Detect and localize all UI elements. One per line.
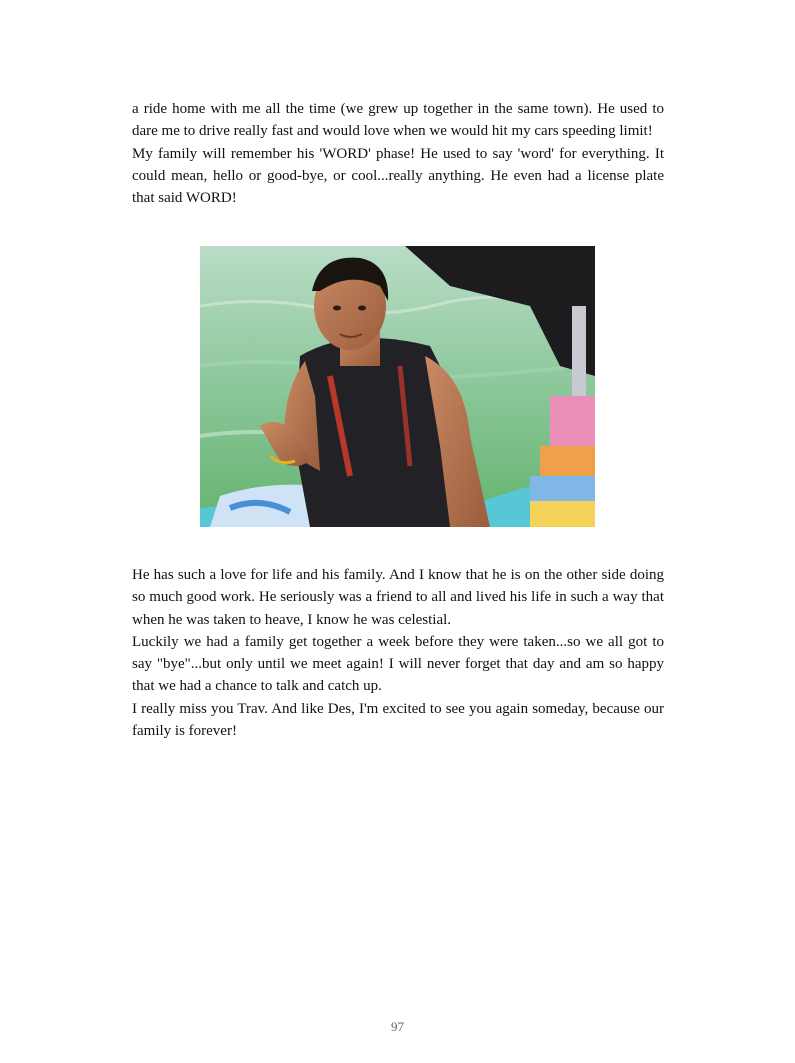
page-number: 97 bbox=[391, 1019, 404, 1034]
photo-illustration bbox=[200, 246, 595, 527]
text-block-bottom bbox=[132, 564, 664, 742]
paragraph: He has such a love for life and his family. And I know that he is on the other side doing so much good work. He seriously was a friend to all and lived his life in such a way that when he was taken to heave, I know he was celestial. bbox=[132, 567, 664, 628]
photo-man-on-boat bbox=[200, 246, 595, 527]
paragraph: My family will remember his 'WORD' phase! He used to say 'word' for everything. It could mean, hello or good-bye, or cool...really anything. He even had a license plate that said WORD! bbox=[132, 145, 664, 207]
paragraph: a ride home with me all the time (we grew up together in the same town). He used to dare me to drive really fast and would love when we would hit my cars speeding limit! bbox=[132, 101, 664, 140]
paragraph: Luckily we had a family get together a week before they were taken...so we all got to say "bye"...but only until we meet again! I will never forget that day and am so happy that we had a chance to talk and catch up. bbox=[132, 633, 664, 695]
text-block-top bbox=[132, 98, 664, 209]
paragraph: I really miss you Trav. And like Des, I'm excited to see you again someday, because our family is forever! bbox=[132, 700, 664, 740]
